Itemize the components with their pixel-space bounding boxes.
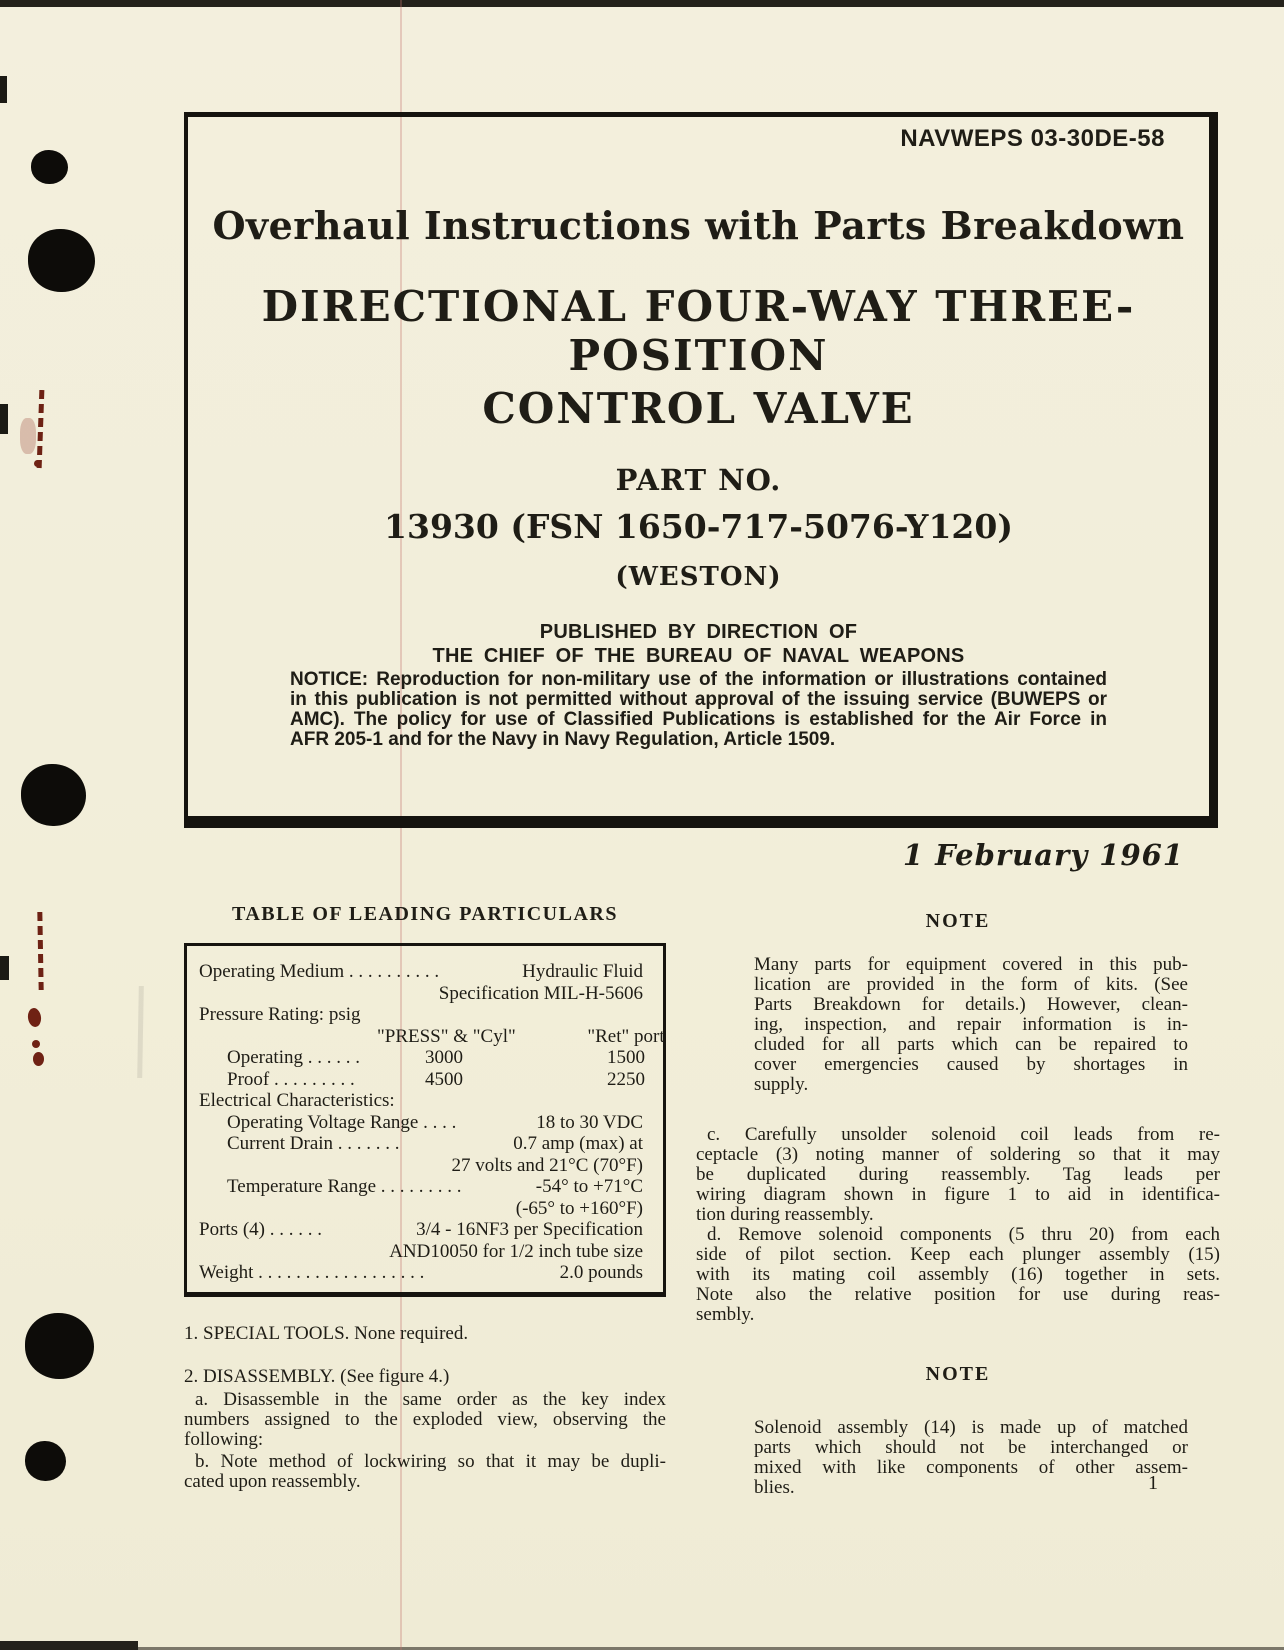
doc-subtitle: Overhaul Instructions with Parts Breakdown	[212, 203, 1185, 248]
row-value: 1500	[607, 1047, 645, 1068]
particulars-heading: TABLE OF LEADING PARTICULARS	[232, 903, 618, 925]
particulars-row	[199, 1025, 665, 1048]
row-label: Temperature Range . . . . . . . . .	[227, 1176, 462, 1197]
row-label: Ports (4) . . . . . .	[199, 1219, 322, 1240]
particulars-row	[199, 1004, 653, 1026]
notice-line: NOTICE: Reproduction for non-military use of the information or illustrations contained	[290, 669, 1107, 690]
particulars-row	[199, 1176, 653, 1198]
row-label: Electrical Characteristics:	[199, 1090, 395, 1111]
binder-hole	[31, 150, 68, 184]
particulars-table	[184, 943, 666, 1297]
row-label: Proof . . . . . . . . .	[227, 1068, 355, 1090]
paragraph-line: with its mating coil assembly (16) together in sets.	[696, 1264, 1220, 1285]
red-ink-stroke	[37, 390, 45, 468]
particulars-row	[199, 983, 653, 1005]
red-ink-dot	[32, 1040, 40, 1048]
paragraph-b	[184, 1452, 666, 1492]
notice-line: AMC). The policy for use of Classified Publications is established for the Air Force in	[290, 709, 1107, 730]
right-column	[696, 896, 1220, 1498]
paragraph-line: c. Carefully unsolder solenoid coil leads from re-	[707, 1124, 1220, 1145]
binder-hole	[21, 764, 86, 826]
row-value: (-65° to +160°F)	[515, 1197, 643, 1219]
publication-date: 1 February 1961	[902, 838, 1184, 872]
paragraph-line: side of pilot section. Keep each plunger assembly (15)	[696, 1244, 1220, 1265]
red-ink-dot	[27, 1007, 43, 1028]
doc-title-line1: DIRECTIONAL FOUR-WAY THREE-POSITION	[261, 282, 1136, 380]
paragraph-line: Note also the relative position for use during reas-	[696, 1284, 1220, 1305]
particulars-row	[199, 961, 653, 983]
row-label: Pressure Rating: psig	[199, 1004, 361, 1025]
note-paragraph	[754, 1418, 1188, 1498]
row-value: 27 volts and 21°C (70°F)	[451, 1154, 643, 1176]
row-label: Operating Medium . . . . . . . . . .	[199, 961, 440, 982]
paragraph-d	[696, 1225, 1220, 1325]
row-label: Current Drain . . . . . . .	[227, 1133, 400, 1154]
published-line2: THE CHIEF OF THE BUREAU OF NAVAL WEAPONS	[432, 645, 965, 667]
notice-line: in this publication is not permitted without approval of the issuing service (BUWEPS or	[290, 689, 1107, 710]
particulars-row	[199, 1219, 653, 1241]
paragraph-line: a. Disassemble in the same order as the key index	[195, 1388, 666, 1410]
paragraph-line: cated upon reassembly.	[184, 1470, 361, 1492]
page-number: 1	[1148, 1472, 1158, 1494]
column-header-press-cyl: "PRESS" & "Cyl"	[377, 1025, 516, 1047]
binder-hole	[25, 1313, 94, 1379]
scan-edge-top	[0, 0, 1284, 7]
row-value: 3000	[425, 1047, 463, 1068]
section-disassembly: 2. DISASSEMBLY. (See figure 4.)	[184, 1365, 450, 1387]
row-value: Specification MIL-H-5606	[438, 982, 643, 1004]
particulars-row	[199, 1241, 653, 1263]
row-label: Operating Voltage Range . . . .	[227, 1111, 457, 1133]
paragraph-a	[184, 1390, 666, 1450]
row-value: 4500	[425, 1068, 463, 1090]
red-ink-stroke	[37, 912, 43, 990]
paragraph-line: cluded for all parts which can be repaired to	[754, 1034, 1188, 1055]
notice-paragraph	[290, 670, 1107, 750]
published-by-lines	[188, 620, 1209, 668]
particulars-row	[199, 1112, 653, 1134]
binder-hole	[25, 1441, 66, 1481]
paragraph-line: mixed with like components of other assem-	[754, 1457, 1188, 1478]
doc-title-line2: CONTROL VALVE	[482, 384, 915, 433]
row-value: AND10050 for 1/2 inch tube size	[389, 1240, 643, 1262]
paragraph-line: sembly.	[696, 1304, 755, 1325]
binder-hole	[28, 229, 95, 292]
scan-edge-mark	[0, 404, 8, 434]
paragraph-line: ceptacle (3) noting manner of soldering so that it may	[696, 1144, 1220, 1165]
note-heading: NOTE	[925, 1363, 991, 1385]
red-ink-smudge	[20, 418, 36, 454]
row-value: 2250	[607, 1068, 645, 1090]
note-paragraph	[754, 955, 1188, 1095]
particulars-row	[199, 1090, 653, 1112]
manufacturer-name: (WESTON)	[615, 562, 782, 592]
note-heading: NOTE	[925, 910, 991, 932]
title-box	[184, 112, 1218, 828]
column-header-ret-port: "Ret" port	[587, 1025, 665, 1047]
part-no-label: PART NO.	[615, 463, 782, 497]
scan-edge-bottom-left	[0, 1641, 138, 1650]
scan-edge-mark	[0, 956, 9, 980]
particulars-row	[199, 1047, 653, 1069]
scan-edge-mark	[0, 76, 7, 103]
part-no-value: 13930 (FSN 1650-717-5076-Y120)	[384, 507, 1013, 546]
paragraph-line: be duplicated during reassembly. Tag leads per	[696, 1164, 1220, 1185]
row-value: 18 to 30 VDC	[536, 1111, 643, 1133]
particulars-row	[199, 1155, 653, 1177]
paragraph-line: Parts Breakdown for details.) However, clean-	[754, 994, 1188, 1015]
red-ink-mark	[24, 912, 64, 1072]
particulars-row	[199, 1198, 653, 1220]
red-ink-dot	[34, 460, 41, 467]
paragraph-line: cover emergencies caused by shortages in	[754, 1054, 1188, 1075]
row-value: 2.0 pounds	[559, 1262, 643, 1283]
paragraph-line: blies.	[754, 1477, 795, 1498]
paragraph-c	[696, 1125, 1220, 1225]
row-label: Weight . . . . . . . . . . . . . . . . . .	[199, 1262, 425, 1283]
paragraph-line: following:	[184, 1428, 264, 1450]
particulars-row	[199, 1069, 653, 1091]
paragraph-line: wiring diagram shown in figure 1 to aid in identifica-	[696, 1184, 1220, 1205]
red-ink-mark	[20, 388, 60, 478]
paragraph-line: tion during reassembly.	[696, 1204, 874, 1225]
notice-line: AFR 205-1 and for the Navy in Navy Regulation, Article 1509.	[290, 729, 836, 750]
scan-smudge	[137, 986, 144, 1078]
paragraph-line: ing, inspection, and repair information is in-	[754, 1014, 1188, 1035]
paragraph-line: Many parts for equipment covered in this pub-	[754, 954, 1188, 975]
paragraph-line: b. Note method of lockwiring so that it may be dupli-	[195, 1450, 666, 1472]
particulars-row	[199, 1133, 653, 1155]
row-value: -54° to +71°C	[535, 1176, 643, 1197]
paragraph-line: lication are provided in the form of kits. (See	[754, 974, 1188, 995]
row-label: Operating . . . . . .	[227, 1047, 360, 1068]
paragraph-line: Solenoid assembly (14) is made up of matched	[754, 1417, 1188, 1438]
section-special-tools: 1. SPECIAL TOOLS. None required.	[184, 1322, 469, 1344]
red-ink-dot	[33, 1052, 44, 1066]
paragraph-line: parts which should not be interchanged or	[754, 1437, 1188, 1458]
row-value: 0.7 amp (max) at	[513, 1133, 643, 1154]
left-column	[184, 896, 666, 1492]
published-line1: PUBLISHED BY DIRECTION OF	[539, 621, 858, 643]
row-value: Hydraulic Fluid	[522, 961, 643, 982]
doc-number: NAVWEPS 03-30DE-58	[900, 125, 1165, 152]
particulars-row	[199, 1262, 653, 1284]
row-value: 3/4 - 16NF3 per Specification	[416, 1219, 643, 1240]
paragraph-line: numbers assigned to the exploded view, observing the	[184, 1408, 666, 1430]
paragraph-line: supply.	[754, 1074, 809, 1095]
paragraph-line: d. Remove solenoid components (5 thru 20) from each	[707, 1224, 1220, 1245]
